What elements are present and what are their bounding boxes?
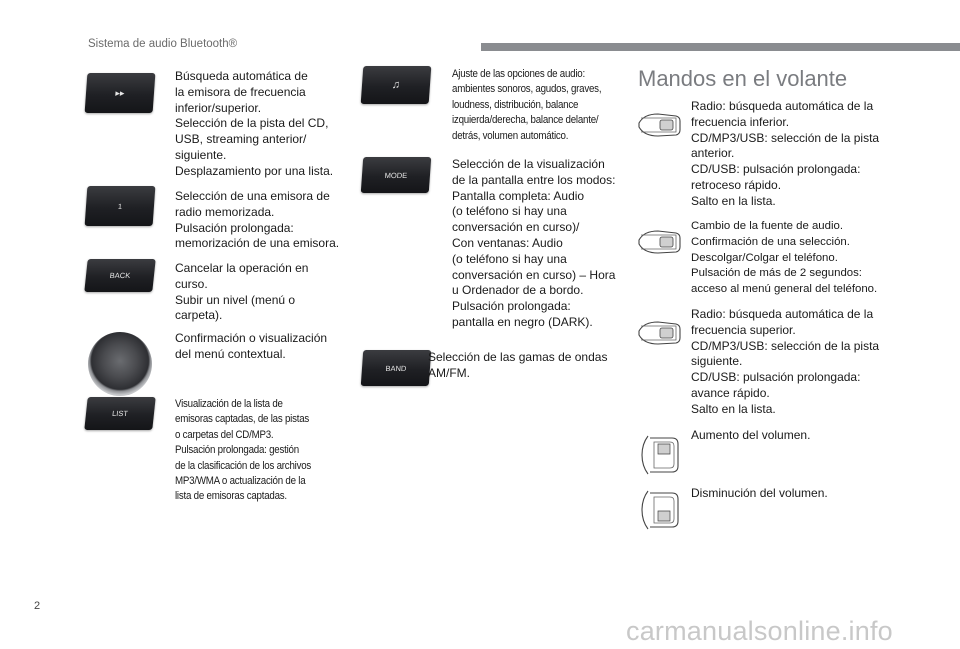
text-line: lista de emisoras captadas. [175,490,287,503]
steering-source-icon [636,227,682,257]
seek-button-icon [85,73,156,113]
text-line: Desplazamiento por una lista. [175,163,334,178]
text-line: Cambio de la fuente de audio. [691,220,843,232]
steering-volume-up-icon [638,432,684,478]
text-line: pantalla en negro (DARK). [452,314,593,329]
mode-button-label: MODE [384,170,408,180]
text-line: loudness, distribución, balance [452,98,579,111]
steering-seek-up-icon [636,318,682,348]
back-description [175,261,308,324]
text-line: AM/FM. [428,365,470,380]
text-line: conversación en curso)/ [452,220,580,235]
mode-button-icon [361,157,432,193]
band-button-icon [361,350,432,386]
steering-volume-up-description [691,428,810,444]
text-line: inferior/superior. [175,100,262,115]
text-line: acceso al menú general del teléfono. [691,283,878,296]
text-line: Pantalla completa: Audio [452,188,585,203]
list-description [175,397,311,505]
knob-description [175,331,327,363]
text-line: la emisora de frecuencia [175,84,306,99]
text-line: carpeta). [175,308,223,323]
text-line: (o teléfono si hay una [452,204,567,219]
text-line: Búsqueda automática de [175,69,308,83]
music-button-label: ♫ [391,79,401,91]
text-line: Pulsación prolongada: [175,220,294,235]
text-line: radio memorizada. [175,204,275,219]
text-line: Selección de la visualización [452,157,605,171]
text-line: Pulsación prolongada: [452,299,571,314]
text-line: CD/MP3/USB: selección de la pista [691,338,880,353]
steering-source-description [691,219,877,298]
text-line: (o teléfono si hay una [452,251,567,266]
text-line: Disminución del volumen. [691,486,828,500]
audio-settings-description [452,67,601,144]
text-line: ambientes sonoros, agudos, graves, [452,83,602,96]
preset-1-button-icon [85,186,156,226]
text-line: Cancelar la operación en [175,261,309,275]
text-line: u Ordenador de a bordo. [452,283,584,298]
text-line: o carpetas del CD/MP3. [175,428,274,441]
music-button-icon [361,66,432,104]
text-line: curso. [175,276,208,291]
text-line: Con ventanas: Audio [452,235,563,250]
text-line: memorización de una emisora. [175,236,340,251]
text-line: anterior. [691,146,735,161]
text-line: Ajuste de las opciones de audio: [452,68,585,80]
text-line: MP3/WMA o actualización de la [175,475,306,488]
seek-button-label: ▸▸ [115,87,125,98]
list-button-label: LIST [111,409,129,418]
text-line: Confirmación o visualización [175,331,328,345]
page-number: 2 [34,600,41,612]
text-line: Pulsación prolongada: gestión [175,444,299,457]
text-line: siguiente. [691,354,743,369]
watermark: carmanualsonline.info [626,616,893,646]
text-line: Subir un nivel (menú o [175,292,296,307]
text-line: frecuencia superior. [691,322,796,337]
text-line: Aumento del volumen. [691,428,811,442]
steering-controls-title: Mandos en el volante [638,66,848,91]
list-button-icon [84,397,155,430]
back-button-label: BACK [109,271,131,280]
text-line: frecuencia inferior. [691,114,790,129]
text-line: izquierda/derecha, balance delante/ [452,114,599,127]
text-line: Selección de una emisora de [175,189,330,203]
text-line: detrás, volumen automático. [452,129,569,142]
steering-volume-down-icon [638,487,684,533]
text-line: CD/USB: pulsación prolongada: [691,370,861,385]
text-line: Descolgar/Colgar el teléfono. [691,251,838,264]
steering-seek-down-icon [636,110,682,140]
text-line: conversación en curso) – Hora [452,267,616,282]
band-description [428,350,607,382]
header-rule [481,43,960,51]
text-line: avance rápido. [691,385,770,400]
text-line: CD/MP3/USB: selección de la pista [691,130,880,145]
text-line: Pulsación de más de 2 segundos: [691,267,862,280]
steering-volume-down-description [691,486,828,502]
steering-seek-down-description [691,99,879,210]
text-line: siguiente. [175,147,227,162]
text-line: CD/USB: pulsación prolongada: [691,162,861,177]
text-line: Radio: búsqueda automática de la [691,99,874,113]
mode-description [452,157,615,331]
text-line: Confirmación de una selección. [691,235,850,248]
page-header-title: Sistema de audio Bluetooth® [88,38,238,50]
steering-seek-up-description [691,307,879,418]
seek-description [175,69,333,180]
text-line: del menú contextual. [175,346,286,361]
text-line: emisoras captadas, de las pistas [175,413,310,426]
band-button-label: BAND [385,363,407,373]
text-line: USB, streaming anterior/ [175,132,307,147]
text-line: Salto en la lista. [691,401,776,416]
text-line: de la clasificación de los archivos [175,459,312,472]
text-line: Salto en la lista. [691,193,776,208]
rotary-knob-icon [88,332,152,396]
text-line: Visualización de la lista de [175,398,283,410]
text-line: Selección de la pista del CD, [175,116,329,131]
text-line: Radio: búsqueda automática de la [691,307,874,321]
preset-description [175,189,339,252]
preset-1-button-label: 1 [117,201,123,211]
text-line: retroceso rápido. [691,177,782,192]
back-button-icon [84,259,155,292]
text-line: Selección de las gamas de ondas [428,350,608,364]
text-line: de la pantalla entre los modos: [452,172,616,187]
